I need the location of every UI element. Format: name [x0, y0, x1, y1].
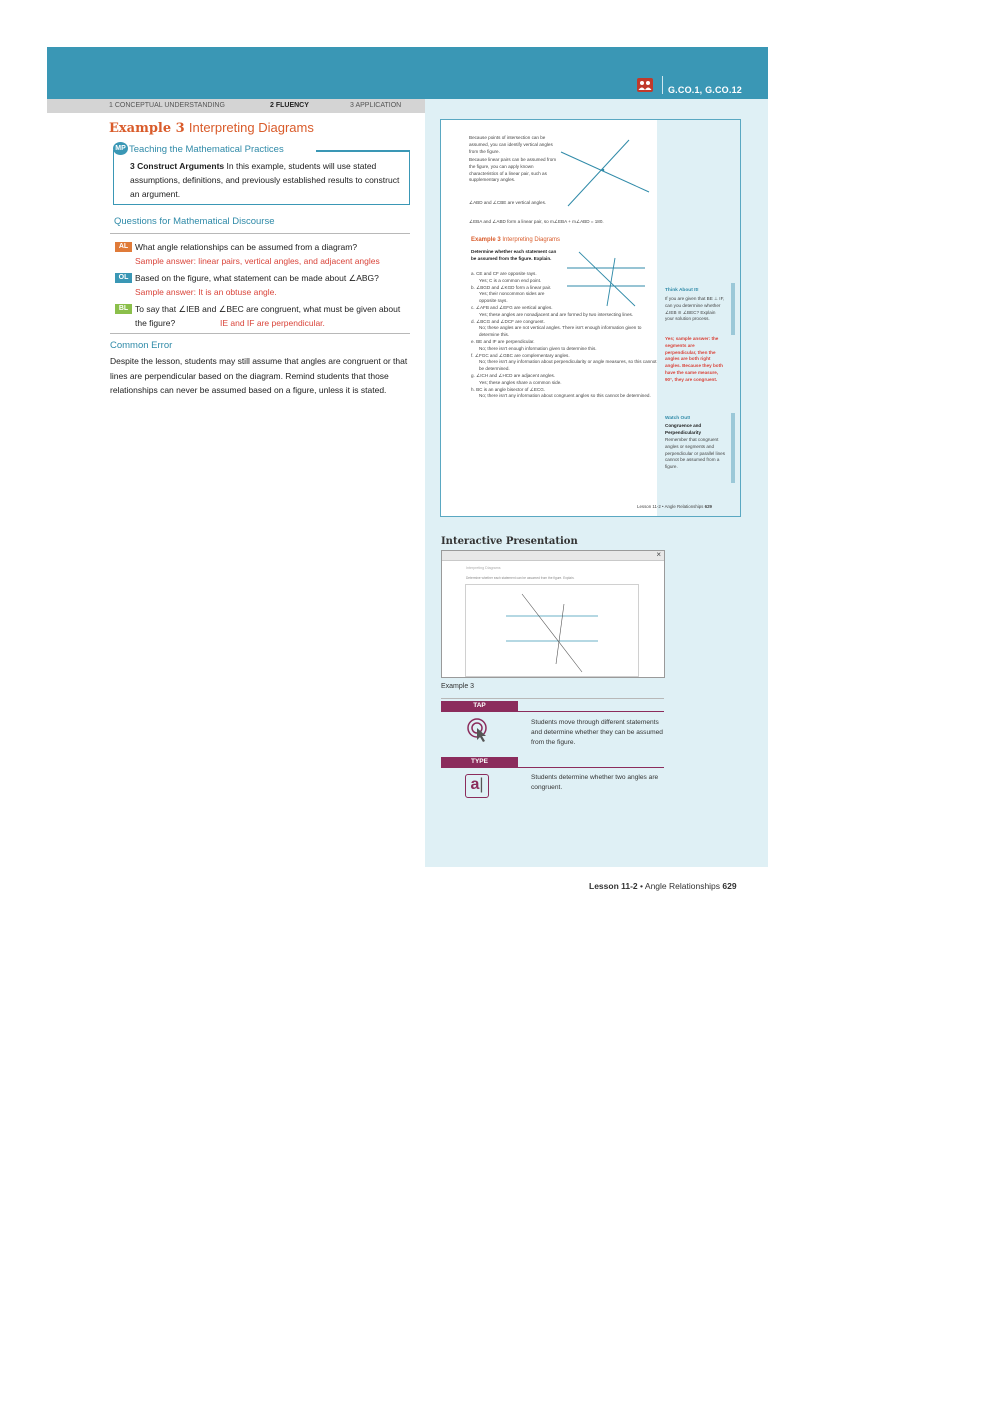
watch-subheading: Congruence and Perpendicularity	[665, 423, 702, 435]
screen-topbar	[442, 551, 664, 561]
discourse-end-rule	[110, 333, 410, 334]
part-f-q: f. ∠FGC and ∠GBC are complementary angles.	[471, 352, 570, 358]
part-b-a: Yes; their noncommon sides are opposite rays.	[479, 291, 545, 304]
step-application: 3 APPLICATION	[350, 102, 402, 109]
question-al: What angle relationships can be assumed from a diagram?	[135, 242, 358, 252]
think-answer: Yes; sample answer: the segments are perpendicular, then the angles are both right angles. Because they both have the same measure, 90°, they are congruent.	[665, 336, 723, 382]
thumb-figure-1	[551, 134, 661, 214]
level-bl-badge: BL	[115, 304, 132, 314]
part-g-a: Yes; these angles share a common side.	[479, 379, 562, 385]
part-b-q: b. ∠BGD and ∠KGD form a linear pair.	[471, 284, 552, 290]
page-footer	[589, 881, 737, 891]
part-e-a: No; there isn't enough information given to determine this.	[479, 345, 597, 351]
part-d-q: d. ∠BCG and ∠DCF are congruent.	[471, 318, 545, 324]
mp-heading: Teaching the Mathematical Practices	[129, 144, 284, 155]
interactive-heading: Interactive Presentation	[441, 536, 578, 547]
think-sidebar-bar	[731, 283, 735, 335]
group-icon	[637, 78, 653, 92]
common-error-text: Despite the lesson, students may still assume that angles are congruent or that lines are perpendicular based on the diagram. Remind students that those relationships can never be assumed based on a figure, unless it is stated.	[110, 356, 408, 395]
level-ol-badge: OL	[115, 273, 132, 283]
answer-al: Sample answer: linear pairs, vertical angles, and adjacent angles	[135, 256, 380, 266]
discourse-rule	[110, 233, 410, 234]
tap-tag: TAP	[441, 701, 518, 711]
screen-figure	[502, 586, 612, 674]
common-error-heading: Common Error	[110, 340, 173, 351]
close-icon[interactable]: ×	[656, 550, 661, 559]
footer-page-number: 629	[722, 881, 737, 891]
page-title	[109, 120, 314, 136]
mp-text	[130, 159, 405, 201]
part-c-a: Yes; these angles are nonadjacent and are formed by two intersecting lines.	[479, 311, 634, 317]
screen-title: Determine whether each statement can be assumed from the figure. Explain.	[466, 576, 575, 580]
part-h-q: h. BC is an angle bisector of ∠ECG.	[471, 386, 546, 392]
thumb-intro: Because points of intersection can be assumed, you can identify vertical angles from the figure.	[469, 135, 553, 154]
tap-description: Students move through different statements and determine whether they can be assumed from the figure.	[531, 719, 663, 746]
mp-bold-lead: 3 Construct Arguments	[130, 161, 225, 171]
part-h-a: No; there isn't any information about congruent angles so this cannot be determined.	[479, 393, 651, 399]
thumb-example-title: Interpreting Diagrams	[502, 237, 561, 243]
step-fluency: 2 FLUENCY	[270, 102, 309, 109]
watch-text: Remember that congruent angles or segments and perpendicular or parallel lines cannot be assumed from a figure.	[665, 437, 726, 470]
tap-rule	[441, 711, 664, 712]
thumb-intro2: Because linear pairs can be assumed from the figure, you can apply known characteristics of a linear pair, such as supplementary angles.	[469, 157, 557, 183]
answer-ol: Sample answer: It is an obtuse angle.	[135, 287, 277, 297]
type-tag: TYPE	[441, 757, 518, 767]
interactive-screen[interactable]	[441, 550, 665, 678]
mp-box-top-rule	[316, 150, 410, 152]
mp-badge-icon: MP	[113, 142, 128, 155]
thumb-example-heading	[471, 237, 560, 243]
part-d-a: No; these angles are not vertical angles. There isn't enough information given to determine this.	[479, 325, 642, 338]
part-a-a: Yes; C is a common end point.	[479, 277, 542, 283]
discourse-heading: Questions for Mathematical Discourse	[114, 216, 275, 227]
thumb-parts	[471, 271, 659, 400]
thumb-footer	[637, 504, 712, 511]
interactive-rule	[441, 698, 664, 699]
part-f-a: No; there isn't any information about perpendicularity or angle measures, so this cannot be determined.	[479, 359, 657, 372]
watch-heading: Watch Out!	[665, 416, 691, 421]
step-conceptual: 1 CONCEPTUAL UNDERSTANDING	[109, 102, 225, 109]
part-c-q: c. ∠AFB and ∠EFG are vertical angles.	[471, 304, 553, 310]
footer-title: • Angle Relationships	[637, 881, 723, 891]
thumb-footer-text: Lesson 11-2 • Angle Relationships	[637, 504, 704, 509]
thumb-example-label: Example 3	[471, 237, 501, 243]
type-icon: a|	[465, 774, 489, 798]
thumb-prompt: Determine whether each statement can be assumed from the figure. Explain.	[471, 249, 557, 261]
level-al-badge: AL	[115, 242, 132, 252]
standards-label: G.CO.1, G.CO.12	[667, 85, 742, 95]
example-title: Interpreting Diagrams	[188, 120, 314, 135]
part-e-q: e. BE and IF are perpendicular.	[471, 338, 535, 344]
header-divider	[662, 76, 663, 94]
header-banner	[47, 47, 768, 99]
part-a-q: a. CE and CF are opposite rays.	[471, 271, 537, 276]
textbook-page-thumbnail	[440, 119, 741, 517]
think-heading: Think About It!	[665, 288, 699, 293]
think-text: If you are given that BE ⊥ IF, can you determine whether ∠IEB ≅ ∠BEC? Explain your solution process.	[665, 296, 725, 322]
type-description: Students determine whether two angles are congruent.	[531, 774, 659, 791]
footer-lesson: Lesson 11-2	[589, 881, 638, 891]
interactive-caption: Example 3	[441, 683, 475, 690]
progress-strip	[47, 99, 425, 113]
thumb-footer-page: 629	[704, 504, 712, 509]
screen-subtitle: Interpreting Diagrams	[466, 566, 501, 570]
example-label: Example 3	[109, 121, 185, 136]
tap-icon	[466, 717, 492, 743]
type-icon-glyph: a	[470, 776, 480, 793]
answer-bl: IE and IF are perpendicular.	[220, 318, 325, 328]
question-ol: Based on the figure, what statement can be made about ∠ABG?	[135, 273, 379, 283]
thumb-intro3: ∠ABD and ∠CBE are vertical angles.	[469, 200, 547, 205]
mp-body: In this example, students will use stated assumptions, definitions, and previously established results to construct an argument.	[130, 161, 400, 199]
question-bl: To say that ∠IEB and ∠BEC are congruent, what must be given about the figure?	[135, 304, 401, 328]
type-rule	[441, 767, 664, 768]
part-g-q: g. ∠ICH and ∠HCD are adjacent angles.	[471, 372, 556, 378]
thumb-intro4: ∠EBA and ∠ABD form a linear pair, so m∠EBA + m∠ABD = 180.	[469, 219, 604, 224]
watch-sidebar-bar	[731, 413, 735, 483]
